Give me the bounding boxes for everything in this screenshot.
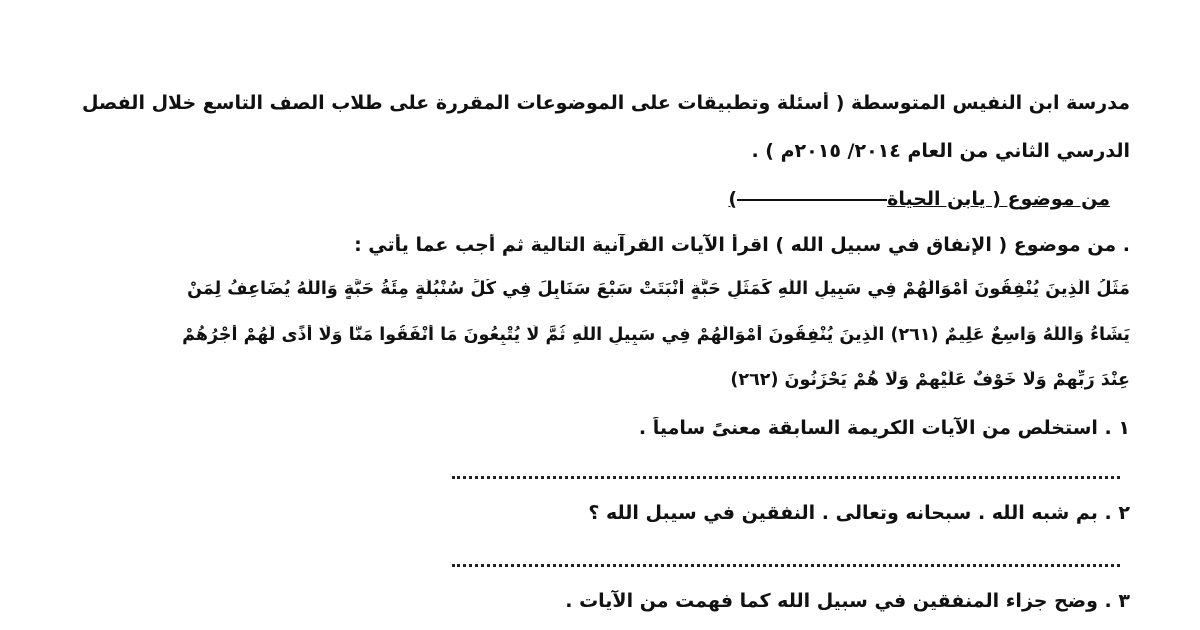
topic-heading-blank bbox=[737, 198, 887, 201]
question-1: ١ . استخلص من الآيات الكريمة السابقة معنىً سامياً . bbox=[638, 417, 1130, 439]
question-2: ٢ . بم شبه الله . سبحانه وتعالى . النفقين في سيبل الله ؟ bbox=[588, 502, 1130, 524]
topic-heading-suffix: ) bbox=[728, 188, 738, 210]
answer-line-2 bbox=[452, 564, 1120, 567]
header-line-2: الدرسي الثاني من العام ٢٠١٤/ ٢٠١٥م ) . bbox=[751, 140, 1130, 162]
topic-heading bbox=[728, 188, 1110, 210]
verse-line-1: مَثَلُ الَّذِينَ يُنْفِقُونَ أَمْوَالَهُمْ فِي سَبِيلِ اللَّهِ كَمَثَلِ حَبَّةٍ أَنْبَتَتْ سَبْعَ سَنَابِلَ فِي كُلِّ سُنْبُلَةٍ مِئَةُ حَبَّةٍ وَاللَّهُ يُضَاعِفُ لِمَنْ bbox=[187, 279, 1130, 299]
header-line-1: مدرسة ابن النفيس المتوسطة ( أسئلة وتطبيقات على الموضوعات المقررة على طلاب الصف التاسع خلال الفصل bbox=[81, 92, 1130, 114]
topic-heading-prefix: من موضوع ( يابن الحياة bbox=[887, 188, 1110, 210]
answer-line-1 bbox=[452, 476, 1120, 479]
instruction-line: . من موضوع ( الإنفاق في سبيل الله ) اقرأ الآيات القرآنية التالية ثم أجب عما يأتي : bbox=[354, 234, 1130, 256]
question-3: ٣ . وضح جزاء المنفقين في سبيل الله كما فهمت من الآيات . bbox=[565, 590, 1130, 612]
verse-line-2: يَشَاءُ وَاللَّهُ وَاسِعٌ عَلِيمٌ (٢٦١) الَّذِينَ يُنْفِقُونَ أَمْوَالَهُمْ فِي سَبِيلِ اللَّهِ ثُمَّ لَا يُتْبِعُونَ مَا أَنْفَقُوا مَنًّا وَلَا أَذًى لَهُمْ أَجْرُهُمْ bbox=[182, 325, 1130, 345]
verse-line-3: عِنْدَ رَبِّهِمْ وَلَا خَوْفٌ عَلَيْهِمْ وَلَا هُمْ يَحْزَنُونَ (٢٦٢) bbox=[730, 370, 1130, 390]
